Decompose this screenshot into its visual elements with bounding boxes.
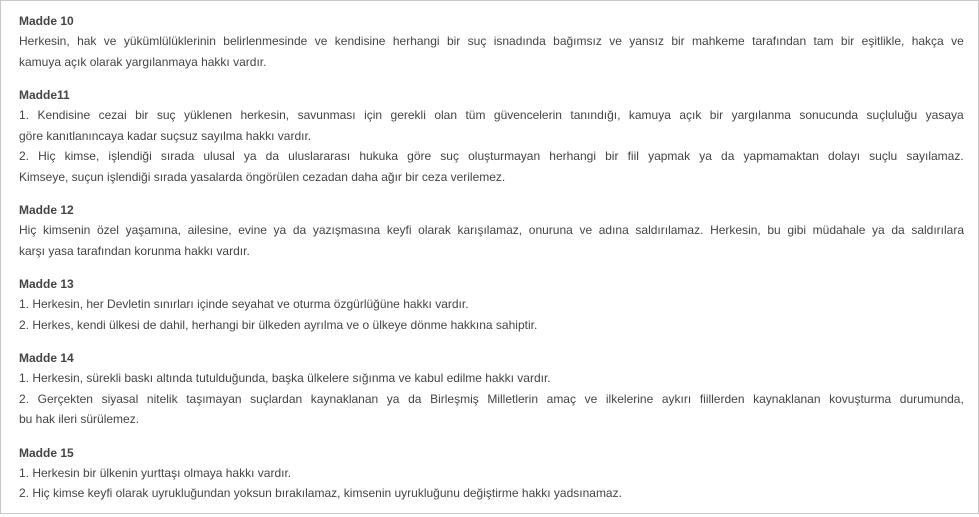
word: isnadında [493, 34, 546, 48]
word: Hiç [19, 223, 37, 237]
article-title: Madde 12 [19, 203, 74, 217]
word: kimsenin [42, 223, 91, 237]
word: Milletlerin [487, 391, 539, 406]
word: dolayı [828, 149, 861, 163]
word: bir [135, 108, 149, 122]
word: kimse, [64, 149, 100, 163]
word: kovuşturma [829, 391, 892, 406]
word: 1. [19, 108, 30, 122]
article-title: Madde 15 [19, 445, 74, 460]
word: hukuka [359, 149, 399, 163]
word: özel [96, 223, 119, 237]
word: suç [440, 149, 459, 163]
word: gibi [787, 223, 807, 237]
word: Herkesin, [19, 34, 70, 48]
paragraph-line [19, 389, 964, 410]
word: güvencelerin [493, 108, 562, 122]
word: karışılamaz, [457, 223, 523, 237]
word: sayılamaz. [906, 149, 964, 163]
word: Birleşmiş [430, 391, 479, 406]
article-10 [19, 11, 964, 72]
word: da [265, 149, 280, 163]
paragraph-line: kamuya açık olarak yargılanmaya hakkı vardır. [19, 54, 267, 69]
paragraph-line [19, 105, 964, 126]
word: hak [77, 34, 97, 48]
word: kamuya [628, 108, 671, 122]
word: bu [767, 223, 781, 237]
word: yüklenen [183, 108, 233, 122]
word: tanındığı, [570, 108, 621, 122]
word: Hiç [38, 149, 56, 163]
word: yazışmasına [312, 223, 381, 237]
word: ulusal [203, 149, 235, 163]
paragraph-line [19, 146, 964, 167]
word: eşitlikle, [861, 34, 905, 48]
word: hakça [911, 34, 944, 48]
paragraph-line: 2. Herkes, kendi ülkesi de dahil, herhangi bir ülkeden ayrılma ve o ülkeye dönme hakkına sahiptir. [19, 317, 538, 332]
word: bir [840, 34, 855, 48]
word: suçluluğu [866, 108, 918, 122]
word: suç [467, 34, 487, 48]
word: onuruna [528, 223, 573, 237]
word: ya [699, 149, 712, 163]
word: yansız [629, 34, 664, 48]
word: sırada [160, 149, 195, 163]
article-title: Madde 13 [19, 277, 74, 291]
word: da [292, 223, 307, 237]
word: ya [386, 391, 400, 406]
word: fiillerden [699, 391, 745, 406]
word: belirlenmesinde [223, 34, 308, 48]
word: savunması [297, 108, 356, 122]
word: bir [605, 149, 619, 163]
word: yaşamına, [125, 223, 181, 237]
word: ve [103, 34, 117, 48]
word: açık [679, 108, 702, 122]
word: uluslararası [288, 149, 351, 163]
word: siyasal [101, 391, 139, 406]
word: ya [243, 149, 257, 163]
word: saldırılamaz. [635, 223, 704, 237]
word: ve [584, 391, 598, 406]
word: yapmak [648, 149, 691, 163]
paragraph-line [19, 220, 964, 241]
document-body [19, 11, 964, 517]
article-14 [19, 348, 964, 430]
word: yükümlülüklerinin [123, 34, 216, 48]
word: ya [872, 223, 885, 237]
word: ya [273, 223, 287, 237]
article-title: Madde 14 [19, 351, 74, 365]
paragraph-line: göre kanıtlanıncaya kadar suçsuz sayılma hakkı vardır. [19, 128, 312, 143]
word: suçlardan [250, 391, 303, 406]
word: Gerçekten [37, 391, 93, 406]
word: Herkesin, [710, 223, 761, 237]
word: aykırı [661, 391, 692, 406]
article-15 [19, 443, 964, 504]
word: tam [813, 34, 834, 48]
word: yargılanma [731, 108, 791, 122]
word: adına [598, 223, 629, 237]
paragraph-line [19, 31, 964, 52]
word: da [891, 223, 905, 237]
paragraph-line: 2. Hiç kimse keyfi olarak uyrukluğundan yoksun bırakılamaz, kimsenin uyrukluğunu değiştirme hakkı yadsınamaz. [19, 486, 622, 500]
word: fiil [627, 149, 639, 163]
word: göre [407, 149, 432, 163]
word: bir [671, 34, 685, 48]
word: ve [314, 34, 328, 48]
word: durumunda, [899, 391, 964, 406]
article-13 [19, 274, 964, 335]
word: ve [951, 34, 964, 48]
word: oluşturmayan [468, 149, 541, 163]
word: ailesine, [187, 223, 232, 237]
word: kendisine [334, 34, 386, 48]
word: Kendisine [37, 108, 91, 122]
word: herkesin, [240, 108, 290, 122]
paragraph-line: 1. Herkesin, her Devletin sınırları içinde seyahat ve oturma özgürlüğüne hakkı vardır. [19, 297, 469, 311]
word: keyfi [386, 223, 412, 237]
word: müdahale [812, 223, 866, 237]
paragraph-line: 1. Herkesin, sürekli baskı altında tutulduğunda, başka ülkelere sığınma ve kabul edilme hakkı vardır. [19, 371, 551, 385]
word: olarak [418, 223, 451, 237]
word: sonucunda [799, 108, 859, 122]
word: 2. [19, 391, 30, 406]
word: kaynaklanan [753, 391, 821, 406]
word: ilkelerine [605, 391, 654, 406]
word: için [364, 108, 383, 122]
word: mahkeme [692, 34, 745, 48]
word: herhangi [392, 34, 440, 48]
article-11 [19, 85, 964, 187]
article-title: Madde11 [19, 88, 70, 102]
word: yapmamaktan [743, 149, 819, 163]
word: saldırılara [911, 223, 964, 237]
word: da [408, 391, 422, 406]
word: ve [579, 223, 593, 237]
article-12 [19, 200, 964, 261]
word: ve [609, 34, 622, 48]
word: kaynaklanan [310, 391, 379, 406]
paragraph-line: 1. Herkesin bir ülkenin yurttaşı olmaya hakkı vardır. [19, 465, 292, 480]
word: bir [446, 34, 461, 48]
word: da [721, 149, 735, 163]
word: taşımayan [186, 391, 242, 406]
paragraph-line: Kimseye, suçun işlendiği sırada yasalarda öngörülen cezadan daha ağır bir ceza verilemez. [19, 169, 506, 184]
word: nitelik [146, 391, 178, 406]
word: tüm [465, 108, 486, 122]
article-title: Madde 10 [19, 14, 74, 28]
word: suçlu [869, 149, 898, 163]
word: gerekli [390, 108, 426, 122]
word: tarafından [752, 34, 807, 48]
word: olan [434, 108, 457, 122]
paragraph-line: karşı yasa tarafından korunma hakkı vardır. [19, 243, 250, 258]
word: bir [709, 108, 724, 122]
word: 2. [19, 149, 30, 163]
word: yasaya [925, 108, 964, 122]
word: bağımsız [553, 34, 602, 48]
word: evine [238, 223, 267, 237]
word: cezai [98, 108, 127, 122]
word: işlendiği [108, 149, 152, 163]
paragraph-line: bu hak ileri sürülemez. [19, 412, 140, 426]
word: herhangi [549, 149, 596, 163]
word: suç [156, 108, 176, 122]
word: amaç [546, 391, 576, 406]
